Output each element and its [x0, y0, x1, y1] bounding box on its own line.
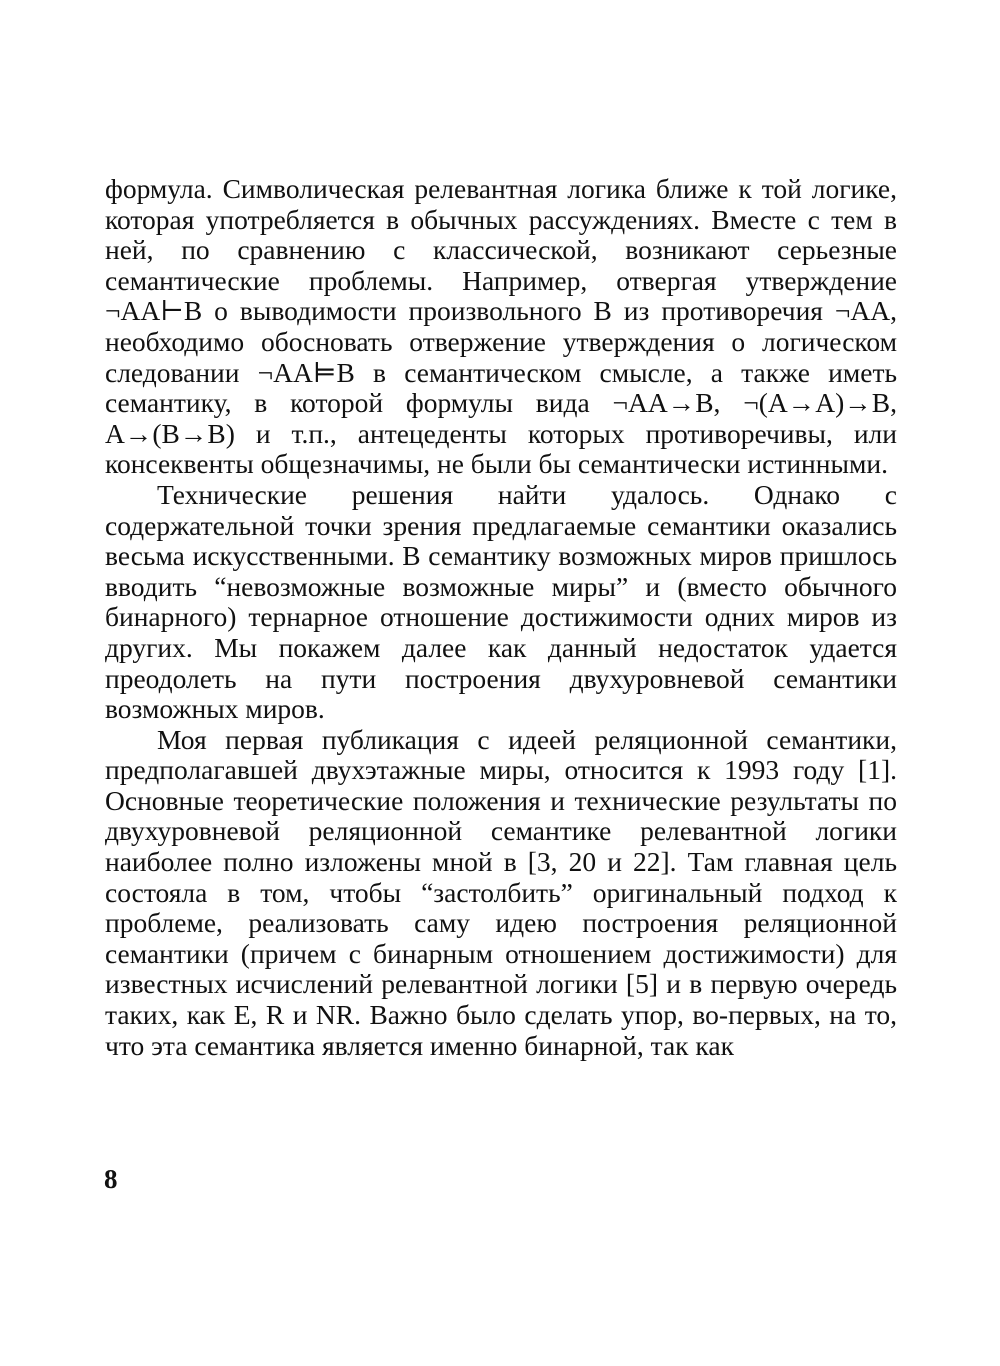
page-number: 8	[104, 1164, 118, 1194]
paragraph-1: формула. Символическая релевантная логика ближе к той логике, которая употребляется в обычных рассуждениях. Вместе с тем в ней, по сравнению с классической, возникают серьезные семантические проблемы. Например, отвергая утверждение ¬AA⊢B о выводимости произвольного B из противоречия ¬AA, необходимо обосновать отвержение утверждения о логическом следовании ¬AA⊨B в семантическом смысле, а также иметь семантику, в которой формулы вида ¬AA→B, ¬(A→A)→B, A→(B→B) и т.п., антецеденты которых противоречивы, или консеквенты общезначимы, не были бы семантически истинными.	[105, 173, 897, 480]
body-text	[105, 174, 897, 1061]
paragraph-2: Технические решения найти удалось. Однако с содержательной точки зрения предлагаемые семантики оказались весьма искусственными. В семантику возможных миров пришлось вводить “невозможные возможные миры” и (вместо обычного бинарного) тернарное отношение достижимости одних миров из других. Мы покажем далее как данный недостаток удается преодолеть на пути построения двухуровневой семантики возможных миров.	[105, 478, 897, 725]
paragraph-3: Моя первая публикация с идеей реляционной семантики, предполагавшей двухэтажные миры, относится к 1993 году [1]. Основные теоретические положения и технические результаты по двухуровневой реляционной семантике релевантной логики наиболее полно изложены мной в [3, 20 и 22]. Там главная цель состояла в том, чтобы “застолбить” оригинальный подход к проблеме, реализовать саму идею построения реляционной семантики (причем с бинарным отношением достижимости) для известных исчислений релевантной логики [5] и в первую очередь таких, как E, R и NR. Важно было сделать упор, во-первых, на то, что эта семантика является именно бинарной, так как	[105, 723, 897, 1061]
